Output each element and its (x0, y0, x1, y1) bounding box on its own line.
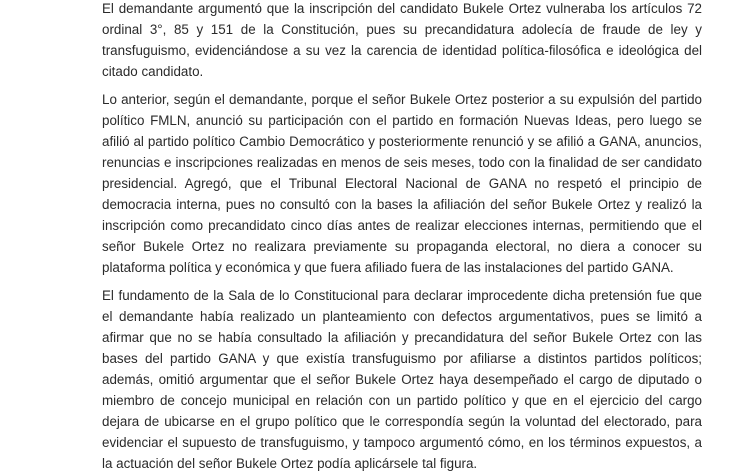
document-body (102, 0, 702, 474)
paragraph-court-ruling: El fundamento de la Sala de lo Constitucional para declarar improcedente dicha pretensión fue que el demandante había realizado un planteamiento con defectos argumentativos, pues se limitó a afirmar que no se había consultado la afiliación y precandidatura del señor Bukele Ortez con las bases del partido GANA y que existía transfuguismo por afiliarse a distintos partidos políticos; además, omitió argumentar que el señor Bukele Ortez haya desempeñado el cargo de diputado o miembro de concejo municipal en relación con un partido político y que en el ejercicio del cargo dejara de ubicarse en el grupo político que le correspondía según la voluntad del electorado, para evidenciar el supuesto de transfuguismo, y tampoco argumentó cómo, en los términos expuestos, a la actuación del señor Bukele Ortez podía aplicársele tal figura. (102, 288, 702, 471)
paragraph-party-affiliations: Lo anterior, según el demandante, porque el señor Bukele Ortez posterior a su expulsión del partido político FMLN, anunció su participación con el partido en formación Nuevas Ideas, pero luego se afilió al partido político Cambio Democrático y posteriormente renunció y se afilió a GANA, anuncios, renuncias e inscripciones realizadas en menos de seis meses, todo con la finalidad de ser candidato presidencial. Agregó, que el Tribunal Electoral Nacional de GANA no respetó el principio de democracia interna, pues no consultó con la bases la afiliación del señor Bukele Ortez y realizó la inscripción como precandidato cinco días antes de realizar elecciones internas, permitiendo que el señor Bukele Ortez no realizara previamente su propaganda electoral, no diera a conocer su plataforma política y económica y que fuera afiliado fuera de las instalaciones del partido GANA. (102, 92, 702, 275)
paragraph-demand-argument: El demandante argumentó que la inscripción del candidato Bukele Ortez vulneraba los artículos 72 ordinal 3°, 85 y 151 de la Constitución, pues su precandidatura adolecía de fraude de ley y transfuguismo, evidenciándose a su vez la carencia de identidad política-filosófica e ideológica del citado candidato. (102, 1, 702, 79)
